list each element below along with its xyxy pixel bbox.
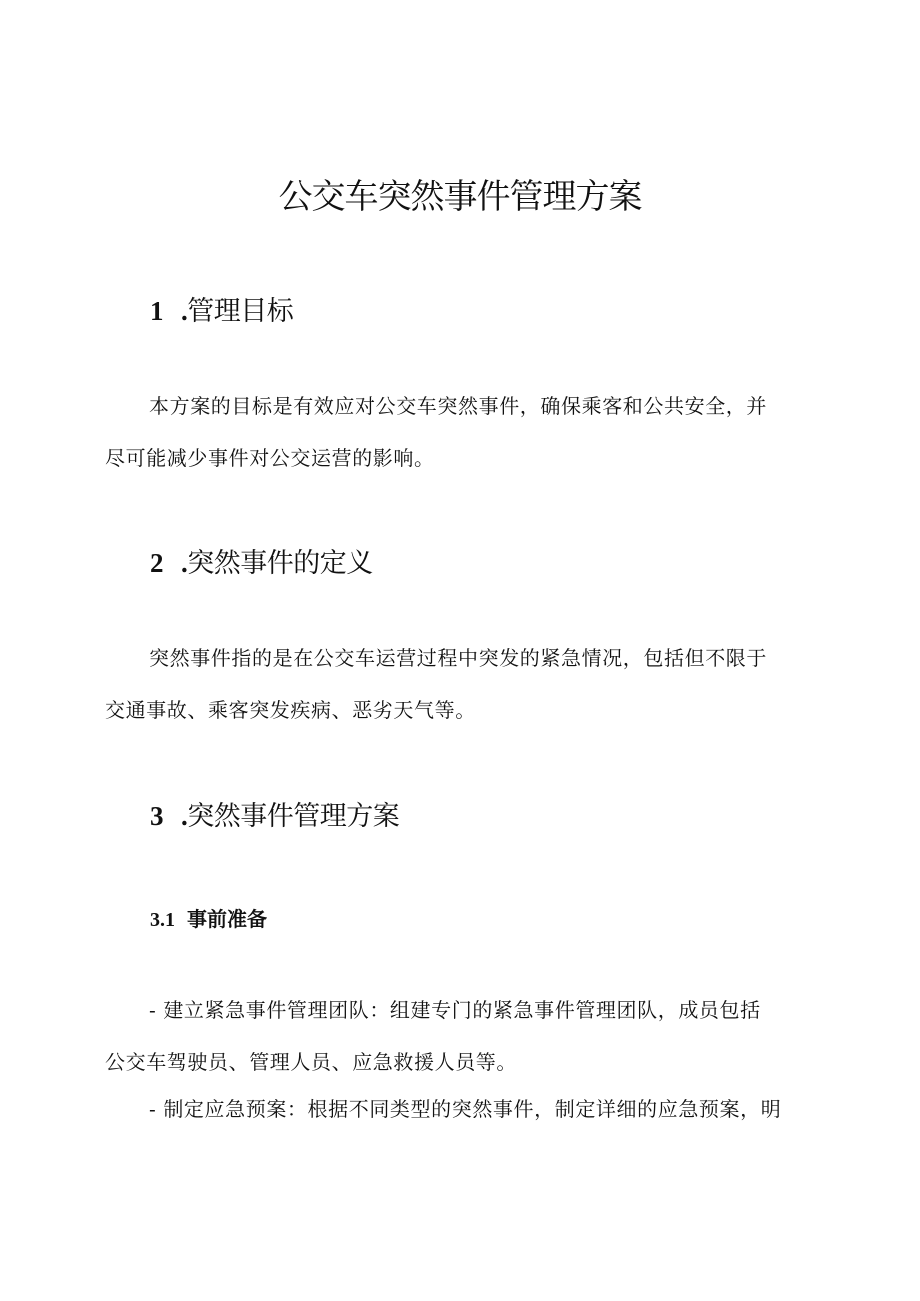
section-dot: . [181, 296, 188, 326]
section-2-paragraph [105, 632, 805, 736]
subsection-number: 3.1 [150, 909, 175, 931]
paragraph-line: 尽可能减少事件对公交运营的影响。 [105, 446, 435, 470]
section-1-paragraph [105, 380, 805, 484]
section-dot: . [181, 801, 188, 831]
section-number: 1 [150, 296, 163, 326]
section-2-heading [150, 545, 373, 582]
section-3-heading [150, 798, 399, 835]
paragraph-line: 交通事故、乘客突发疾病、恶劣天气等。 [105, 698, 476, 722]
paragraph-line: 本方案的目标是有效应对公交车突然事件，确保乘客和公共安全，并 [149, 394, 767, 418]
subsection-3-1-item-1 [105, 984, 805, 1088]
section-title: 突然事件的定义 [187, 548, 373, 579]
list-item-line: - 制定应急预案：根据不同类型的突然事件，制定详细的应急预案，明 [149, 1097, 782, 1121]
section-title: 突然事件管理方案 [187, 801, 400, 832]
section-number: 3 [150, 801, 163, 831]
section-1-heading [150, 293, 293, 330]
subsection-3-1-heading [150, 905, 267, 934]
subsection-3-1-item-2 [105, 1083, 805, 1135]
document-title: 公交车突然事件管理方案 [278, 177, 642, 217]
subsection-title: 事前准备 [187, 907, 267, 931]
section-number: 2 [150, 548, 163, 578]
section-dot: . [181, 548, 188, 578]
section-title: 管理目标 [187, 296, 294, 327]
list-item-line: 公交车驾驶员、管理人员、应急救援人员等。 [105, 1050, 517, 1074]
list-item-line: - 建立紧急事件管理团队：组建专门的紧急事件管理团队，成员包括 [149, 998, 761, 1022]
paragraph-line: 突然事件指的是在公交车运营过程中突发的紧急情况，包括但不限于 [149, 646, 767, 670]
